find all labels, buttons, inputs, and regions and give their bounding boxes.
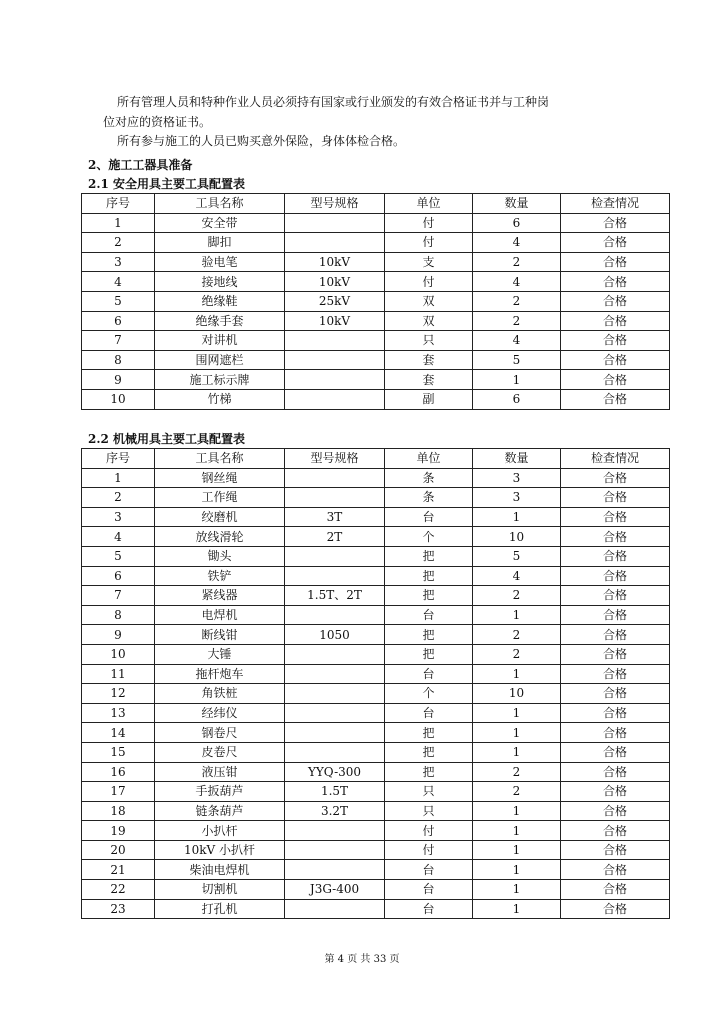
quantity-cell: 1: [473, 370, 561, 390]
spec-cell: [285, 605, 385, 625]
index-cell: 1: [82, 213, 155, 233]
tool-name-cell: 柴油电焊机: [155, 860, 285, 880]
table-row: [82, 389, 670, 409]
tool-name-cell: 液压钳: [155, 762, 285, 782]
spec-cell: [285, 742, 385, 762]
status-cell: 合格: [561, 840, 670, 860]
index-cell: 13: [82, 703, 155, 723]
index-cell: 19: [82, 821, 155, 841]
quantity-cell: 2: [473, 291, 561, 311]
unit-cell: 个: [385, 527, 473, 547]
table-row: [82, 782, 670, 802]
spec-cell: 1050: [285, 625, 385, 645]
index-cell: 8: [82, 605, 155, 625]
tool-name-cell: 绝缘鞋: [155, 291, 285, 311]
status-cell: 合格: [561, 684, 670, 704]
quantity-cell: 5: [473, 350, 561, 370]
table-row: [82, 468, 670, 488]
table-row: [82, 605, 670, 625]
index-cell: 17: [82, 782, 155, 802]
tool-name-cell: 验电笔: [155, 252, 285, 272]
quantity-cell: 1: [473, 605, 561, 625]
unit-cell: 台: [385, 507, 473, 527]
status-cell: 合格: [561, 762, 670, 782]
table-row: [82, 840, 670, 860]
index-cell: 7: [82, 331, 155, 351]
index-cell: 12: [82, 684, 155, 704]
table-row: [82, 880, 670, 900]
unit-cell: 台: [385, 860, 473, 880]
status-cell: 合格: [561, 742, 670, 762]
tool-name-cell: 切割机: [155, 880, 285, 900]
status-cell: 合格: [561, 252, 670, 272]
tool-name-cell: 脚扣: [155, 233, 285, 253]
tool-name-cell: 施工标示牌: [155, 370, 285, 390]
quantity-cell: 1: [473, 821, 561, 841]
index-cell: 4: [82, 272, 155, 292]
index-cell: 18: [82, 801, 155, 821]
status-cell: 合格: [561, 586, 670, 606]
tool-name-cell: 工作绳: [155, 488, 285, 508]
unit-cell: 付: [385, 840, 473, 860]
spec-cell: [285, 899, 385, 919]
status-cell: 合格: [561, 723, 670, 743]
unit-cell: 付: [385, 213, 473, 233]
spec-cell: YYQ-300: [285, 762, 385, 782]
tool-name-cell: 紧线器: [155, 586, 285, 606]
spec-cell: 3T: [285, 507, 385, 527]
index-cell: 1: [82, 468, 155, 488]
unit-cell: 双: [385, 291, 473, 311]
table-header-row: [82, 449, 670, 469]
table-row: [82, 703, 670, 723]
status-cell: 合格: [561, 899, 670, 919]
quantity-cell: 2: [473, 762, 561, 782]
spec-cell: [285, 488, 385, 508]
unit-cell: 把: [385, 644, 473, 664]
tool-name-cell: 拖杆炮车: [155, 664, 285, 684]
section-2-title: 2、施工工器具准备: [88, 158, 193, 172]
intro-line-2: 位对应的资格证书。: [103, 115, 212, 129]
tool-name-cell: 锄头: [155, 546, 285, 566]
unit-cell: 把: [385, 742, 473, 762]
table-row: [82, 331, 670, 351]
spec-cell: 25kV: [285, 291, 385, 311]
spec-cell: [285, 370, 385, 390]
index-cell: 3: [82, 507, 155, 527]
quantity-cell: 5: [473, 546, 561, 566]
table-row: [82, 684, 670, 704]
column-header: 数量: [473, 194, 561, 214]
index-cell: 4: [82, 527, 155, 547]
mechanical-tools-table: [81, 448, 670, 919]
index-cell: 22: [82, 880, 155, 900]
unit-cell: 台: [385, 605, 473, 625]
quantity-cell: 4: [473, 272, 561, 292]
spec-cell: 10kV: [285, 272, 385, 292]
tool-name-cell: 接地线: [155, 272, 285, 292]
unit-cell: 台: [385, 664, 473, 684]
tool-name-cell: 围网遮栏: [155, 350, 285, 370]
status-cell: 合格: [561, 527, 670, 547]
status-cell: 合格: [561, 488, 670, 508]
index-cell: 20: [82, 840, 155, 860]
tool-name-cell: 打孔机: [155, 899, 285, 919]
index-cell: 9: [82, 370, 155, 390]
unit-cell: 套: [385, 370, 473, 390]
index-cell: 15: [82, 742, 155, 762]
status-cell: 合格: [561, 566, 670, 586]
table-row: [82, 272, 670, 292]
spec-cell: [285, 703, 385, 723]
index-cell: 8: [82, 350, 155, 370]
status-cell: 合格: [561, 507, 670, 527]
quantity-cell: 2: [473, 311, 561, 331]
status-cell: 合格: [561, 291, 670, 311]
index-cell: 2: [82, 488, 155, 508]
table-row: [82, 527, 670, 547]
quantity-cell: 10: [473, 684, 561, 704]
tool-name-cell: 经纬仪: [155, 703, 285, 723]
column-header: 型号规格: [285, 449, 385, 469]
unit-cell: 付: [385, 233, 473, 253]
quantity-cell: 2: [473, 782, 561, 802]
table1-title: 2.1 安全用具主要工具配置表: [88, 177, 246, 191]
unit-cell: 支: [385, 252, 473, 272]
unit-cell: 台: [385, 703, 473, 723]
intro-line-3: 所有参与施工的人员已购买意外保险，身体体检合格。: [117, 134, 406, 148]
spec-cell: 2T: [285, 527, 385, 547]
status-cell: 合格: [561, 664, 670, 684]
spec-cell: [285, 213, 385, 233]
table-row: [82, 311, 670, 331]
unit-cell: 付: [385, 821, 473, 841]
quantity-cell: 3: [473, 488, 561, 508]
tool-name-cell: 竹梯: [155, 389, 285, 409]
table-row: [82, 742, 670, 762]
quantity-cell: 1: [473, 723, 561, 743]
tool-name-cell: 电焊机: [155, 605, 285, 625]
quantity-cell: 2: [473, 644, 561, 664]
tool-name-cell: 手扳葫芦: [155, 782, 285, 802]
quantity-cell: 1: [473, 742, 561, 762]
column-header: 序号: [82, 449, 155, 469]
unit-cell: 台: [385, 899, 473, 919]
column-header: 单位: [385, 194, 473, 214]
quantity-cell: 1: [473, 801, 561, 821]
index-cell: 5: [82, 546, 155, 566]
index-cell: 10: [82, 644, 155, 664]
quantity-cell: 4: [473, 233, 561, 253]
status-cell: 合格: [561, 331, 670, 351]
unit-cell: 把: [385, 625, 473, 645]
tool-name-cell: 角铁桩: [155, 684, 285, 704]
spec-cell: [285, 331, 385, 351]
table-row: [82, 370, 670, 390]
tool-name-cell: 钢卷尺: [155, 723, 285, 743]
spec-cell: 1.5T、2T: [285, 586, 385, 606]
status-cell: 合格: [561, 625, 670, 645]
unit-cell: 付: [385, 272, 473, 292]
index-cell: 7: [82, 586, 155, 606]
status-cell: 合格: [561, 370, 670, 390]
index-cell: 21: [82, 860, 155, 880]
table-row: [82, 488, 670, 508]
spec-cell: 10kV: [285, 311, 385, 331]
table-row: [82, 233, 670, 253]
index-cell: 9: [82, 625, 155, 645]
tool-name-cell: 链条葫芦: [155, 801, 285, 821]
table-row: [82, 546, 670, 566]
unit-cell: 个: [385, 684, 473, 704]
spec-cell: [285, 821, 385, 841]
safety-tools-table: [81, 193, 670, 410]
table2-title: 2.2 机械用具主要工具配置表: [88, 432, 246, 446]
index-cell: 10: [82, 389, 155, 409]
table-row: [82, 664, 670, 684]
column-header: 检查情况: [561, 194, 670, 214]
index-cell: 23: [82, 899, 155, 919]
unit-cell: 条: [385, 468, 473, 488]
table-row: [82, 566, 670, 586]
table-row: [82, 899, 670, 919]
index-cell: 2: [82, 233, 155, 253]
unit-cell: 把: [385, 723, 473, 743]
unit-cell: 只: [385, 782, 473, 802]
table-row: [82, 644, 670, 664]
tool-name-cell: 断线钳: [155, 625, 285, 645]
page-footer: 第 4 页 共 33 页: [324, 954, 400, 965]
intro-line-1: 所有管理人员和特种作业人员必须持有国家或行业颁发的有效合格证书并与工种岗: [117, 95, 550, 109]
status-cell: 合格: [561, 821, 670, 841]
table-row: [82, 213, 670, 233]
status-cell: 合格: [561, 644, 670, 664]
spec-cell: [285, 546, 385, 566]
spec-cell: 1.5T: [285, 782, 385, 802]
status-cell: 合格: [561, 801, 670, 821]
status-cell: 合格: [561, 605, 670, 625]
table-row: [82, 762, 670, 782]
table-row: [82, 723, 670, 743]
status-cell: 合格: [561, 350, 670, 370]
tool-name-cell: 对讲机: [155, 331, 285, 351]
spec-cell: [285, 350, 385, 370]
quantity-cell: 1: [473, 860, 561, 880]
column-header: 数量: [473, 449, 561, 469]
table-row: [82, 821, 670, 841]
status-cell: 合格: [561, 311, 670, 331]
unit-cell: 副: [385, 389, 473, 409]
quantity-cell: 2: [473, 586, 561, 606]
status-cell: 合格: [561, 233, 670, 253]
index-cell: 14: [82, 723, 155, 743]
column-header: 型号规格: [285, 194, 385, 214]
column-header: 工具名称: [155, 194, 285, 214]
spec-cell: [285, 664, 385, 684]
status-cell: 合格: [561, 389, 670, 409]
quantity-cell: 2: [473, 625, 561, 645]
spec-cell: [285, 644, 385, 664]
unit-cell: 把: [385, 586, 473, 606]
spec-cell: [285, 233, 385, 253]
tool-name-cell: 小扒杆: [155, 821, 285, 841]
unit-cell: 条: [385, 488, 473, 508]
quantity-cell: 1: [473, 899, 561, 919]
status-cell: 合格: [561, 272, 670, 292]
status-cell: 合格: [561, 546, 670, 566]
status-cell: 合格: [561, 782, 670, 802]
column-header: 序号: [82, 194, 155, 214]
column-header: 检查情况: [561, 449, 670, 469]
spec-cell: [285, 860, 385, 880]
table-row: [82, 291, 670, 311]
index-cell: 6: [82, 566, 155, 586]
index-cell: 3: [82, 252, 155, 272]
quantity-cell: 4: [473, 566, 561, 586]
table-row: [82, 252, 670, 272]
unit-cell: 台: [385, 880, 473, 900]
table-row: [82, 586, 670, 606]
table-row: [82, 860, 670, 880]
quantity-cell: 6: [473, 213, 561, 233]
spec-cell: [285, 566, 385, 586]
tool-name-cell: 绞磨机: [155, 507, 285, 527]
quantity-cell: 1: [473, 880, 561, 900]
column-header: 工具名称: [155, 449, 285, 469]
tool-name-cell: 皮卷尺: [155, 742, 285, 762]
spec-cell: [285, 723, 385, 743]
unit-cell: 把: [385, 566, 473, 586]
tool-name-cell: 大锤: [155, 644, 285, 664]
spec-cell: [285, 389, 385, 409]
tool-name-cell: 安全带: [155, 213, 285, 233]
quantity-cell: 1: [473, 703, 561, 723]
spec-cell: [285, 468, 385, 488]
table-row: [82, 801, 670, 821]
unit-cell: 只: [385, 331, 473, 351]
index-cell: 5: [82, 291, 155, 311]
status-cell: 合格: [561, 468, 670, 488]
quantity-cell: 6: [473, 389, 561, 409]
tool-name-cell: 钢丝绳: [155, 468, 285, 488]
status-cell: 合格: [561, 213, 670, 233]
quantity-cell: 1: [473, 664, 561, 684]
status-cell: 合格: [561, 860, 670, 880]
status-cell: 合格: [561, 703, 670, 723]
quantity-cell: 1: [473, 507, 561, 527]
spec-cell: J3G-400: [285, 880, 385, 900]
column-header: 单位: [385, 449, 473, 469]
spec-cell: [285, 840, 385, 860]
table-row: [82, 625, 670, 645]
index-cell: 11: [82, 664, 155, 684]
quantity-cell: 1: [473, 840, 561, 860]
quantity-cell: 4: [473, 331, 561, 351]
tool-name-cell: 放线滑轮: [155, 527, 285, 547]
unit-cell: 把: [385, 546, 473, 566]
unit-cell: 双: [385, 311, 473, 331]
status-cell: 合格: [561, 880, 670, 900]
unit-cell: 只: [385, 801, 473, 821]
index-cell: 6: [82, 311, 155, 331]
table-header-row: [82, 194, 670, 214]
quantity-cell: 10: [473, 527, 561, 547]
table-row: [82, 507, 670, 527]
tool-name-cell: 10kV 小扒杆: [155, 840, 285, 860]
quantity-cell: 2: [473, 252, 561, 272]
table-row: [82, 350, 670, 370]
unit-cell: 套: [385, 350, 473, 370]
tool-name-cell: 铁铲: [155, 566, 285, 586]
tool-name-cell: 绝缘手套: [155, 311, 285, 331]
unit-cell: 把: [385, 762, 473, 782]
quantity-cell: 3: [473, 468, 561, 488]
spec-cell: [285, 684, 385, 704]
spec-cell: 3.2T: [285, 801, 385, 821]
index-cell: 16: [82, 762, 155, 782]
spec-cell: 10kV: [285, 252, 385, 272]
